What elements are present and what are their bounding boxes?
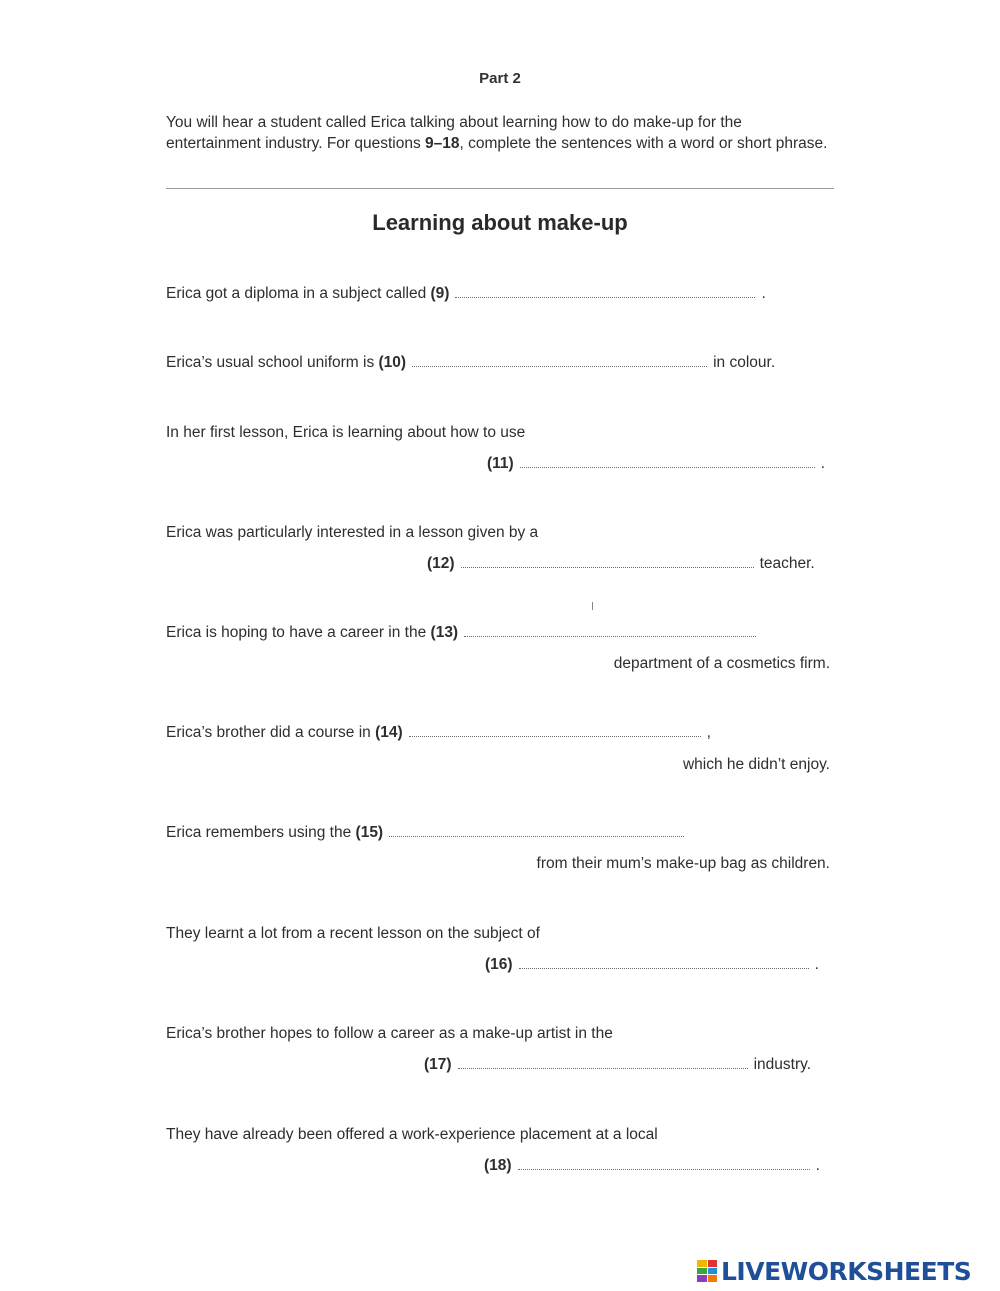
question-text: Erica’s usual school uniform is bbox=[166, 354, 375, 371]
question-17 bbox=[424, 1056, 811, 1074]
question-number: (17) bbox=[424, 1056, 452, 1073]
question-11-text: In her first lesson, Erica is learning about how to use bbox=[166, 424, 526, 441]
instructions bbox=[166, 113, 836, 154]
question-suffix: . bbox=[761, 285, 766, 302]
question-suffix: teacher. bbox=[759, 555, 815, 572]
question-17-text: Erica’s brother hopes to follow a career as a make-up artist in the bbox=[166, 1025, 613, 1042]
divider bbox=[166, 188, 834, 189]
answer-blank-16[interactable] bbox=[519, 967, 809, 969]
question-suffix: . bbox=[815, 1157, 820, 1174]
logo-tile bbox=[708, 1275, 718, 1282]
instructions-text-start: You will hear a student called Erica talking about learning how to do make-up for the entertainment industry. For questions bbox=[166, 114, 742, 152]
question-suffix: industry. bbox=[753, 1056, 812, 1073]
question-number: (14) bbox=[375, 724, 403, 741]
question-suffix: in colour. bbox=[713, 354, 776, 371]
question-12-text: Erica was particularly interested in a lesson given by a bbox=[166, 524, 539, 541]
question-14-suffix: which he didn’t enjoy. bbox=[682, 756, 830, 773]
answer-blank-9[interactable] bbox=[455, 296, 755, 298]
logo-tile bbox=[697, 1268, 707, 1275]
question-text: Erica is hoping to have a career in the bbox=[166, 624, 427, 641]
question-suffix: . bbox=[814, 956, 819, 973]
answer-blank-18[interactable] bbox=[518, 1168, 810, 1170]
question-number: (10) bbox=[378, 354, 407, 371]
question-number: (9) bbox=[430, 285, 450, 302]
answer-blank-10[interactable] bbox=[412, 365, 707, 367]
question-16 bbox=[485, 956, 819, 974]
question-15 bbox=[166, 824, 690, 842]
question-14 bbox=[166, 724, 711, 742]
question-16-text: They learnt a lot from a recent lesson on the subject of bbox=[166, 925, 540, 942]
logo-tile bbox=[708, 1268, 718, 1275]
instructions-text-end: , complete the sentences with a word or short phrase. bbox=[459, 134, 828, 152]
question-11 bbox=[487, 455, 825, 473]
answer-blank-14[interactable] bbox=[409, 735, 701, 737]
liveworksheets-logo bbox=[697, 1256, 971, 1286]
question-suffix: . bbox=[820, 455, 826, 472]
question-text: Erica’s brother did a course in bbox=[166, 724, 371, 741]
answer-blank-13[interactable] bbox=[464, 635, 756, 637]
answer-blank-17[interactable] bbox=[458, 1067, 748, 1069]
answer-blank-15[interactable] bbox=[389, 835, 684, 837]
question-10 bbox=[166, 354, 775, 372]
logo-text: LIVEWORKSHEETS bbox=[721, 1256, 972, 1286]
logo-tile bbox=[708, 1260, 718, 1267]
part-title: Part 2 bbox=[479, 70, 521, 87]
question-12 bbox=[427, 555, 815, 573]
question-18-text: They have already been offered a work-experience placement at a local bbox=[166, 1126, 658, 1143]
answer-blank-12[interactable] bbox=[461, 566, 754, 568]
question-number: (11) bbox=[487, 455, 514, 472]
question-13 bbox=[166, 624, 762, 642]
question-15-suffix: from their mum’s make-up bag as children. bbox=[536, 855, 830, 872]
question-9 bbox=[166, 285, 766, 303]
question-18 bbox=[484, 1157, 820, 1175]
logo-icon bbox=[697, 1260, 717, 1282]
question-13-suffix: department of a cosmetics firm. bbox=[613, 655, 830, 672]
question-text: Erica got a diploma in a subject called bbox=[166, 285, 427, 302]
logo-tile bbox=[697, 1275, 707, 1282]
question-text: Erica remembers using the bbox=[166, 824, 352, 841]
question-range: 9–18 bbox=[425, 134, 460, 152]
worksheet-heading: Learning about make-up bbox=[372, 210, 628, 235]
question-punctuation: , bbox=[706, 724, 711, 741]
question-number: (13) bbox=[430, 624, 459, 641]
stray-mark bbox=[592, 602, 593, 610]
question-number: (12) bbox=[427, 555, 455, 572]
question-number: (15) bbox=[355, 824, 384, 841]
question-number: (18) bbox=[484, 1157, 512, 1174]
answer-blank-11[interactable] bbox=[520, 466, 815, 468]
logo-tile bbox=[697, 1260, 707, 1267]
question-number: (16) bbox=[485, 956, 513, 973]
